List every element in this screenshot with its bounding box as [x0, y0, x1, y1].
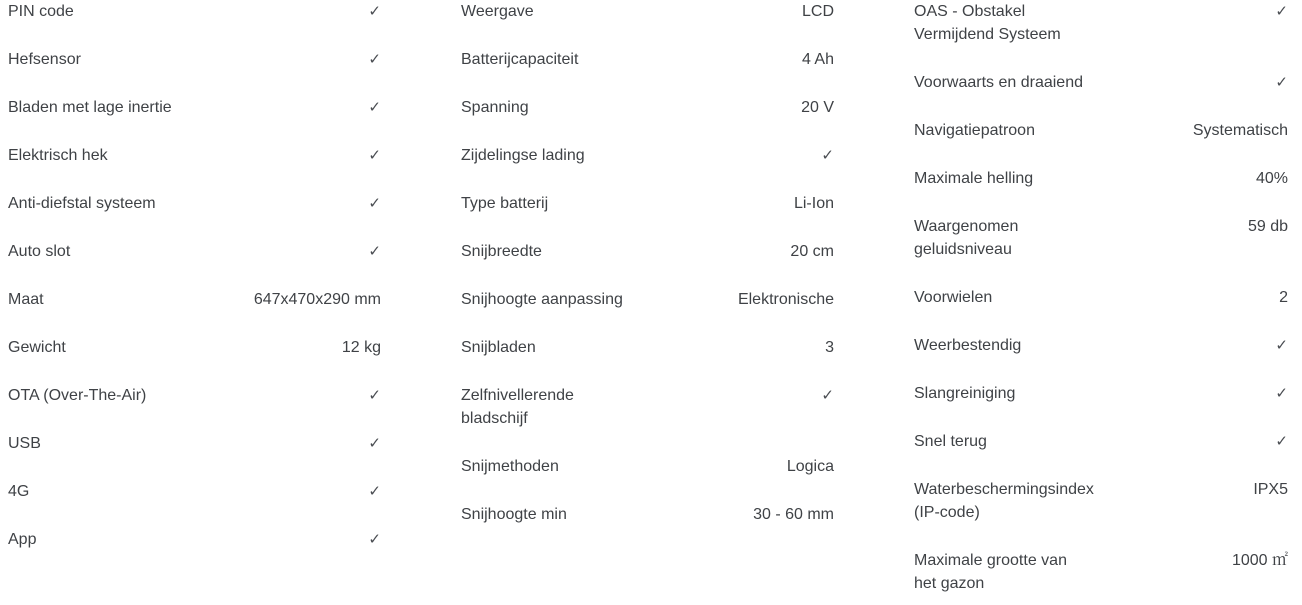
spec-row	[8, 432, 381, 455]
spec-row	[914, 334, 1288, 357]
spec-label: Gewicht	[8, 339, 66, 356]
spec-row	[461, 48, 834, 71]
spec-row	[461, 384, 834, 430]
spec-label: Snijbladen	[461, 339, 536, 356]
check-icon: ✓	[821, 146, 834, 164]
check-icon: ✓	[821, 386, 834, 404]
check-icon: ✓	[368, 146, 381, 164]
spec-value: 59 db	[1247, 218, 1288, 235]
spec-label: Auto slot	[8, 243, 71, 260]
spec-row	[8, 528, 381, 551]
spec-row	[461, 455, 834, 478]
check-icon: ✓	[368, 242, 381, 260]
spec-row	[8, 192, 381, 215]
check-icon: ✓	[368, 482, 381, 500]
spec-row	[914, 382, 1288, 405]
spec-label: Maat	[8, 291, 44, 308]
spec-row	[914, 215, 1288, 261]
spec-row	[8, 144, 381, 167]
spec-row	[461, 96, 834, 119]
spec-row	[914, 286, 1288, 309]
spec-row	[461, 240, 834, 263]
spec-label: Maximale helling	[914, 170, 1034, 187]
spec-label: Snel terug	[914, 433, 987, 450]
spec-label: Navigatiepatroon	[914, 122, 1035, 139]
spec-label: Voorwaarts en draaiend	[914, 74, 1083, 91]
spec-row	[8, 0, 381, 23]
spec-label: Waargenomen geluidsniveau	[914, 218, 1019, 258]
spec-label: Type batterij	[461, 195, 549, 212]
spec-value: 20 cm	[790, 243, 834, 260]
spec-row	[461, 0, 834, 23]
check-icon: ✓	[368, 50, 381, 68]
spec-row	[461, 144, 834, 167]
spec-label: Snijhoogte min	[461, 506, 567, 523]
spec-row	[461, 503, 834, 526]
check-icon: ✓	[1275, 384, 1288, 402]
spec-row	[8, 240, 381, 263]
spec-value: Li-Ion	[793, 195, 834, 212]
spec-value: 20 V	[801, 99, 834, 116]
spec-row	[914, 549, 1288, 595]
spec-label: USB	[8, 435, 41, 452]
spec-label: Elektrisch hek	[8, 147, 108, 164]
spec-label: Zelfnivellerende bladschijf	[461, 387, 574, 427]
spec-value: Systematisch	[1192, 122, 1288, 139]
check-icon: ✓	[1275, 336, 1288, 354]
spec-row	[461, 336, 834, 359]
spec-row	[461, 192, 834, 215]
spec-label: Slangreiniging	[914, 385, 1016, 402]
spec-value: 30 - 60 mm	[753, 506, 834, 523]
check-icon: ✓	[368, 530, 381, 548]
spec-row	[914, 0, 1288, 46]
spec-row	[8, 96, 381, 119]
spec-value: Logica	[786, 458, 834, 475]
spec-value: LCD	[801, 3, 834, 20]
spec-row	[8, 336, 381, 359]
spec-label: Voorwielen	[914, 289, 993, 306]
check-icon: ✓	[1275, 2, 1288, 20]
spec-value: 12 kg	[341, 339, 381, 356]
spec-row	[914, 430, 1288, 453]
spec-row	[914, 71, 1288, 94]
spec-value: 2	[1279, 289, 1288, 306]
spec-row	[914, 167, 1288, 190]
spec-label: Weerbestendig	[914, 337, 1022, 354]
check-icon: ✓	[368, 434, 381, 452]
spec-row	[8, 288, 381, 311]
spec-label: Snijbreedte	[461, 243, 542, 260]
spec-label: Bladen met lage inertie	[8, 99, 172, 116]
spec-row	[8, 384, 381, 407]
spec-value: 1000 ㎡	[1231, 552, 1288, 569]
spec-label: Anti-diefstal systeem	[8, 195, 156, 212]
check-icon: ✓	[1275, 432, 1288, 450]
spec-label: Zijdelingse lading	[461, 147, 585, 164]
spec-label: Snijmethoden	[461, 458, 559, 475]
spec-label: 4G	[8, 483, 30, 500]
spec-label: Waterbeschermingsindex (IP-code)	[914, 481, 1094, 521]
check-icon: ✓	[368, 98, 381, 116]
spec-label: Batterijcapaciteit	[461, 51, 579, 68]
spec-label: PIN code	[8, 3, 74, 20]
spec-value: 40%	[1255, 170, 1288, 187]
check-icon: ✓	[1275, 73, 1288, 91]
spec-row	[914, 119, 1288, 142]
spec-label: Spanning	[461, 99, 529, 116]
spec-label: App	[8, 531, 37, 548]
spec-value: Elektronische	[737, 291, 834, 308]
spec-value: 4 Ah	[801, 51, 834, 68]
spec-value: 3	[825, 339, 834, 356]
spec-row	[914, 478, 1288, 524]
spec-label: OAS - Obstakel Vermijdend Systeem	[914, 3, 1061, 43]
spec-label: OTA (Over-The-Air)	[8, 387, 147, 404]
check-icon: ✓	[368, 386, 381, 404]
spec-row	[461, 288, 834, 311]
check-icon: ✓	[368, 2, 381, 20]
spec-value: IPX5	[1253, 481, 1288, 498]
spec-label: Snijhoogte aanpassing	[461, 291, 623, 308]
spec-label: Hefsensor	[8, 51, 81, 68]
spec-row	[8, 480, 381, 503]
spec-row	[8, 48, 381, 71]
spec-value: 647x470x290 mm	[253, 291, 381, 308]
check-icon: ✓	[368, 194, 381, 212]
spec-label: Maximale grootte van het gazon	[914, 552, 1067, 592]
spec-label: Weergave	[461, 3, 534, 20]
